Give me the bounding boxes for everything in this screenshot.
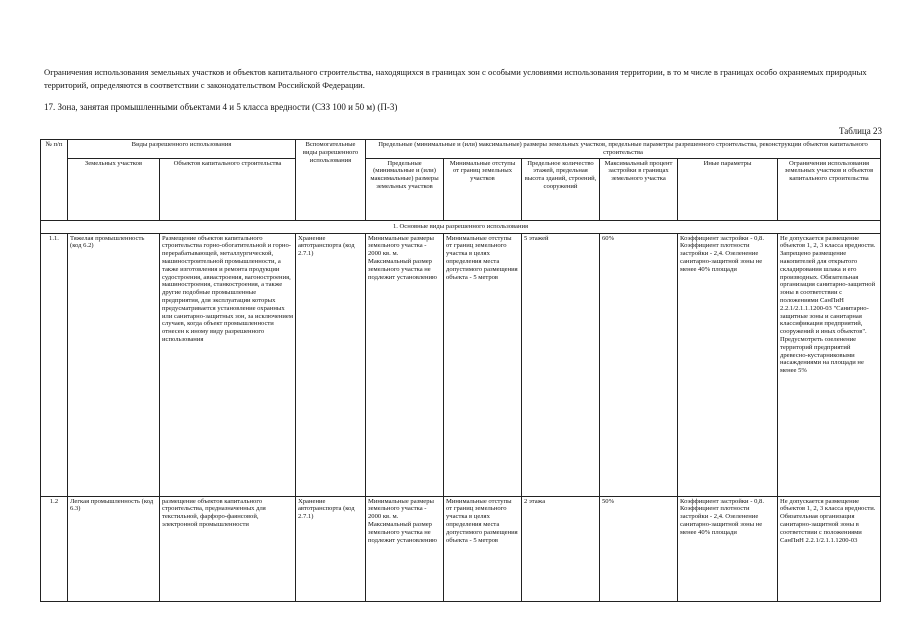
row-setbacks: Минимальные отступы от границ земельного участка в целях определения места допустимого размещения объекта - 5 метров: [444, 233, 522, 496]
header-objects: Объектов капитального строительства: [160, 158, 296, 220]
row-aux: Хранение автотранспорта (код 2.7.1): [296, 233, 366, 496]
row-sizes: Минимальные размеры земельного участка - 2000 кв. м. Максимальный размер земельного участка не подлежит установлению: [366, 233, 444, 496]
table-row: [41, 496, 881, 601]
row-aux: Хранение автотранспорта (код 2.7.1): [296, 496, 366, 601]
header-other: Иные параметры: [678, 158, 778, 220]
row-restrictions: Не допускается размещение объектов 1, 2, 3 класса вредности. Запрещено размещение накопителей для открытого складирования шлака и его производных. Обязательная организация санитарно-защитной зоны в соответствии с положениями СанПиН 2.2.1/2.1.1.1200-03 "Санитарно-защитные зоны и санитарная классификация предприятий, сооружений и иных объектов". Предусмотреть озеленение территорий предприятий древесно-кустарниковыми насаждениями на площади не менее 5%: [778, 233, 881, 496]
row-restrictions: Не допускается размещение объектов 1, 2, 3 класса вредности. Обязательная организация санитарно-защитной зоны в соответствии с положениями СанПиН 2.2.1/2.1.1.1200-03: [778, 496, 881, 601]
row-coverage: 60%: [600, 233, 678, 496]
zone-title: 17. Зона, занятая промышленными объектами 4 и 5 класса вредности (СЗЗ 100 и 50 м) (П-3): [44, 102, 398, 112]
header-restrictions: Ограничения использования земельных участков и объектов капитального строительства: [778, 158, 881, 220]
header-row-1: [41, 140, 881, 159]
header-floors: Предельное количество этажей, предельная высота зданий, строений, сооружений: [522, 158, 600, 220]
table-row: [41, 233, 881, 496]
row-num: 1.1.: [41, 233, 68, 496]
table-number: Таблица 23: [839, 126, 882, 136]
row-land: Тяжелая промышленность (код 6.2): [68, 233, 160, 496]
zoning-table: [40, 139, 881, 602]
intro-paragraph: Ограничения использования земельных участков и объектов капитального строительства, находящихся в границах зон с особыми условиями использования территории, в то м числе в границах особо охраняемых природных территорий, определяются в соответствии с законодательством Российской Федерации.: [44, 67, 867, 90]
row-land: Легкая промышленность (код 6.3): [68, 496, 160, 601]
row-num: 1.2: [41, 496, 68, 601]
row-floors: 2 этажа: [522, 496, 600, 601]
header-setbacks: Минимальные отступы от границ земельных участков: [444, 158, 522, 220]
row-setbacks: Минимальные отступы от границ земельного участка в целях определения места допустимого размещения объекта - 5 метров: [444, 496, 522, 601]
row-other: Коэффициент застройки - 0,8. Коэффициент плотности застройки - 2,4. Озеленение санитарно-защитной зоны не менее 40% площади: [678, 233, 778, 496]
header-limits: Предельные (минимальные и (или) максимальные) размеры земельных участков, предельные параметры разрешенного строительства, реконструкции объектов капитального строительства: [366, 140, 881, 159]
header-land: Земельных участков: [68, 158, 160, 220]
header-aux: Вспомогательные виды разрешенного использования: [296, 140, 366, 221]
section-row: [41, 220, 881, 233]
row-sizes: Минимальные размеры земельного участка - 2000 кв. м. Максимальный размер земельного участка не подлежит установлению: [366, 496, 444, 601]
header-num: № п/п: [41, 140, 68, 221]
row-coverage: 50%: [600, 496, 678, 601]
header-row-2: [41, 158, 881, 220]
row-objects: Размещение объектов капитального строительства горно-обогатительной и горно-перерабатывающей, металлургической, машиностроительной промышленности, а также изготовления и ремонта продукции судостроения, авиастроения, вагоностроения, машиностроения, станкостроения, а также другие подобные промышленные предприятия, для эксплуатации которых предусматривается установление охранных или санитарно-защитных зон, за исключением случаев, когда объект промышленности отнесен к иному виду разрешенного использования: [160, 233, 296, 496]
header-types: Виды разрешенного использования: [68, 140, 296, 159]
row-other: Коэффициент застройки - 0,8. Коэффициент плотности застройки - 2,4. Озеленение санитарно-защитной зоны не менее 40% площади: [678, 496, 778, 601]
header-coverage: Максимальный процент застройки в границах земельного участка: [600, 158, 678, 220]
row-objects: размещение объектов капитального строительства, предназначенных для текстильной, фарфоро-фаянсовой, электронной промышленности: [160, 496, 296, 601]
header-sizes: Предельные (минимальные и (или) максимальные) размеры земельных участков: [366, 158, 444, 220]
section-title: 1. Основные виды разрешенного использования: [41, 220, 881, 233]
row-floors: 5 этажей: [522, 233, 600, 496]
